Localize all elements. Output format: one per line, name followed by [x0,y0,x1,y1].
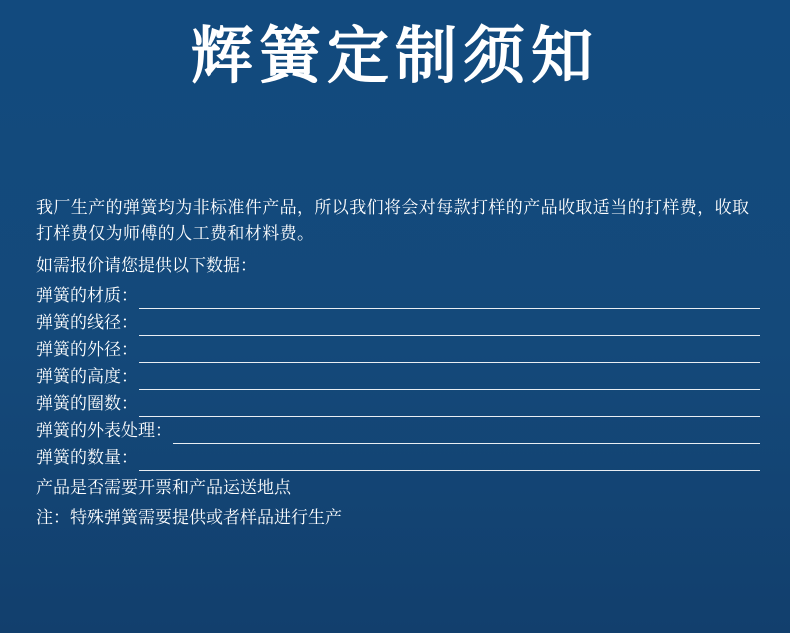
quote-request-line: 如需报价请您提供以下数据： [36,256,257,276]
document-body [36,195,760,534]
form-row [36,282,760,309]
form-row [36,309,760,336]
form-row [36,444,760,471]
field-label-material: 弹簧的材质： [36,286,138,306]
field-input-wire-diameter[interactable] [139,314,760,336]
field-label-coil-count: 弹簧的圈数： [36,394,138,414]
field-input-surface-treatment[interactable] [173,422,760,444]
form-row [36,363,760,390]
spring-spec-form [36,282,760,471]
field-label-height: 弹簧的高度： [36,367,138,387]
form-row [36,417,760,444]
invoice-shipping-note: 产品是否需要开票和产品运送地点 [36,478,291,498]
field-input-outer-diameter[interactable] [139,341,760,363]
form-row [36,336,760,363]
field-input-coil-count[interactable] [139,395,760,417]
field-input-material[interactable] [139,287,760,309]
field-label-surface-treatment: 弹簧的外表处理： [36,421,172,441]
special-spring-note: 注：特殊弹簧需要提供或者样品进行生产 [36,508,342,528]
field-label-outer-diameter: 弹簧的外径： [36,340,138,360]
field-input-height[interactable] [139,368,760,390]
field-label-wire-diameter: 弹簧的线径： [36,313,138,333]
intro-paragraph: 我厂生产的弹簧均为非标准件产品，所以我们将会对每款打样的产品收取适当的打样费，收取打样费仅为师傅的人工费和材料费。 [36,198,750,244]
form-row [36,390,760,417]
field-label-quantity: 弹簧的数量： [36,448,138,468]
field-input-quantity[interactable] [139,449,760,471]
page-title: 辉簧定制须知 [190,19,599,92]
footer-notes [36,474,760,532]
